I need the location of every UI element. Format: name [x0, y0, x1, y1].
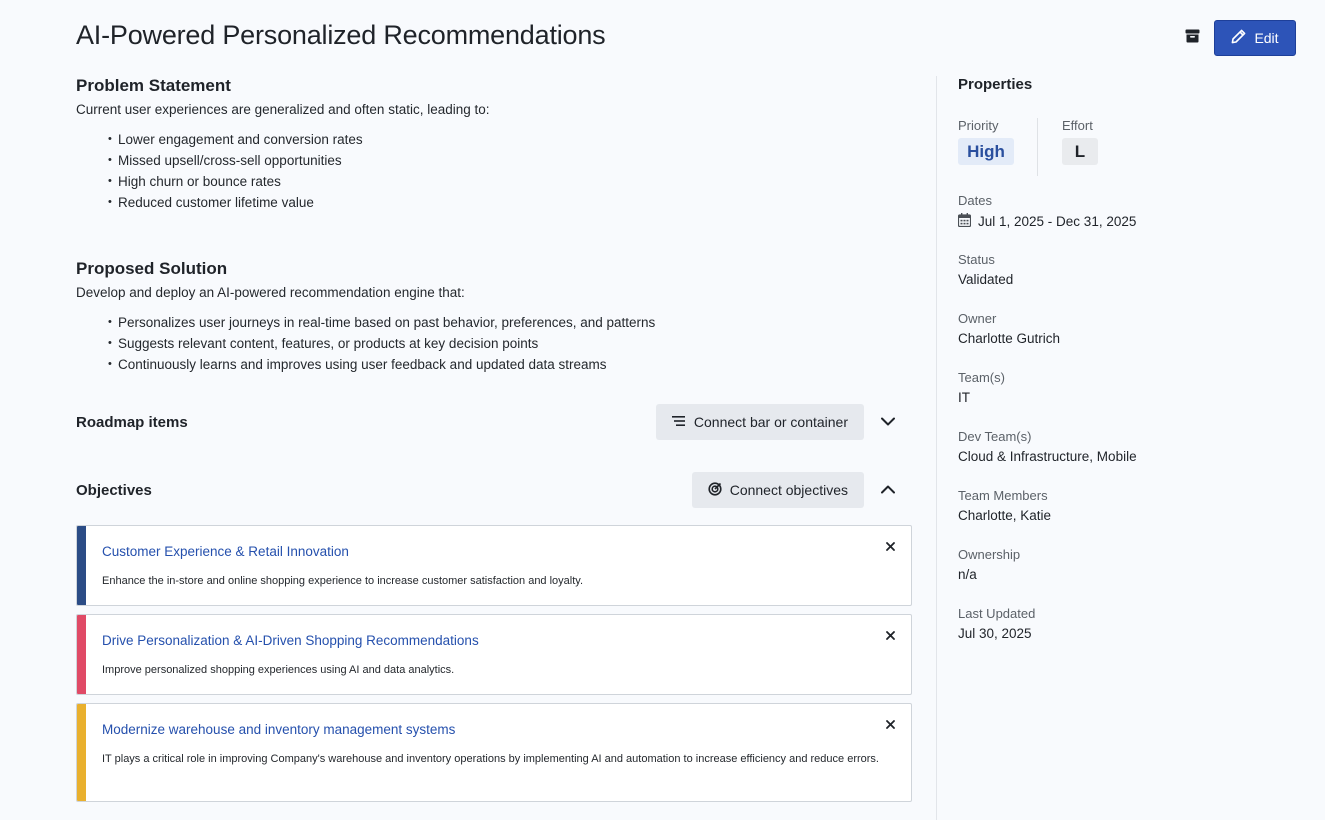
list-item: • Reduced customer lifetime value — [108, 192, 912, 213]
dates-field — [958, 193, 1136, 230]
team-members-value: Charlotte, Katie — [958, 508, 1052, 523]
priority-effort-divider — [1037, 118, 1038, 176]
objective-color-bar — [77, 615, 86, 694]
teams-field — [958, 370, 1005, 405]
list-item: • Lower engagement and conversion rates — [108, 129, 912, 150]
objective-card — [76, 703, 912, 802]
last-updated-field — [958, 606, 1035, 641]
properties-heading: Properties — [958, 76, 1033, 93]
solution-intro: Develop and deploy an AI-powered recommendation engine that: — [76, 285, 465, 300]
objectives-toggle[interactable] — [864, 472, 912, 508]
list-item: • Suggests relevant content, features, or products at key decision points — [108, 333, 912, 354]
teams-label: Team(s) — [958, 370, 1005, 385]
objective-card — [76, 614, 912, 695]
status-field — [958, 252, 1013, 287]
team-members-field — [958, 488, 1051, 523]
last-updated-label: Last Updated — [958, 606, 1036, 621]
edit-button[interactable] — [1214, 20, 1296, 56]
owner-field — [958, 311, 1060, 346]
ownership-label: Ownership — [958, 547, 1021, 562]
priority-badge: High — [958, 138, 1014, 165]
chevron-up-icon — [881, 481, 895, 499]
problem-intro: Current user experiences are generalized and often static, leading to: — [76, 102, 490, 117]
properties-panel — [958, 76, 1298, 641]
page-title: AI-Powered Personalized Recommendations — [76, 20, 606, 50]
last-updated-value: Jul 30, 2025 — [958, 626, 1032, 641]
objective-description: IT plays a critical role in improving Company's warehouse and inventory operations by implementing AI and automation to increase efficiency and reduce errors. — [102, 753, 879, 765]
problem-section — [76, 76, 912, 213]
effort-field — [1062, 118, 1098, 165]
list-item: • High churn or bounce rates — [108, 171, 912, 192]
connect-objectives-button[interactable] — [692, 472, 864, 508]
remove-objective-button[interactable] — [883, 629, 897, 643]
archive-button[interactable] — [1180, 26, 1204, 50]
connect-bar-label: Connect bar or container — [693, 414, 848, 430]
effort-label: Effort — [1062, 118, 1093, 133]
dev-teams-field — [958, 429, 1137, 464]
list-item: • Missed upsell/cross-sell opportunities — [108, 150, 912, 171]
dev-teams-label: Dev Team(s) — [958, 429, 1032, 444]
owner-value: Charlotte Gutrich — [958, 331, 1061, 346]
list-icon — [672, 414, 686, 430]
close-icon — [886, 716, 895, 734]
edit-label: Edit — [1254, 30, 1279, 46]
objective-title-link[interactable]: Drive Personalization & AI-Driven Shopping Recommendations — [102, 633, 479, 648]
priority-label: Priority — [958, 118, 999, 133]
chevron-down-icon — [881, 413, 895, 431]
priority-field — [958, 118, 1014, 165]
dev-teams-value: Cloud & Infrastructure, Mobile — [958, 449, 1137, 464]
close-icon — [886, 538, 895, 556]
roadmap-label: Roadmap items — [76, 413, 188, 431]
owner-label: Owner — [958, 311, 997, 326]
ownership-field — [958, 547, 1020, 582]
solution-section — [76, 259, 912, 375]
ownership-value: n/a — [958, 567, 977, 582]
connect-bar-button[interactable] — [656, 404, 864, 440]
status-label: Status — [958, 252, 995, 267]
solution-list — [108, 312, 912, 375]
list-item: • Continuously learns and improves using user feedback and updated data streams — [108, 354, 912, 375]
objectives-row — [76, 472, 912, 508]
calendar-icon — [958, 213, 971, 230]
objective-color-bar — [77, 526, 86, 605]
status-value: Validated — [958, 272, 1014, 287]
objective-description: Enhance the in-store and online shopping experience to increase customer satisfaction and loyalty. — [102, 575, 584, 587]
team-members-label: Team Members — [958, 488, 1048, 503]
objective-card — [76, 525, 912, 606]
roadmap-toggle[interactable] — [864, 404, 912, 440]
remove-objective-button[interactable] — [883, 540, 897, 554]
objective-description: Improve personalized shopping experiences using AI and data analytics. — [102, 664, 455, 676]
panel-divider — [936, 76, 937, 820]
connect-objectives-label: Connect objectives — [729, 482, 848, 498]
objective-color-bar — [77, 704, 86, 801]
teams-value: IT — [958, 390, 970, 405]
problem-heading: Problem Statement — [76, 76, 231, 95]
main-content — [76, 76, 912, 765]
roadmap-row — [76, 404, 912, 440]
dates-label: Dates — [958, 193, 992, 208]
objectives-label: Objectives — [76, 481, 152, 499]
effort-badge: L — [1062, 138, 1098, 165]
list-item: • Personalizes user journeys in real-time based on past behavior, preferences, and patterns — [108, 312, 912, 333]
objective-title-link[interactable]: Modernize warehouse and inventory management systems — [102, 722, 456, 737]
solution-heading: Proposed Solution — [76, 259, 228, 278]
remove-objective-button[interactable] — [883, 718, 897, 732]
close-icon — [886, 627, 895, 645]
pencil-icon — [1231, 29, 1246, 47]
problem-list — [108, 129, 912, 213]
objective-title-link[interactable]: Customer Experience & Retail Innovation — [102, 544, 349, 559]
dates-value: Jul 1, 2025 - Dec 31, 2025 — [978, 214, 1137, 229]
archive-icon — [1185, 29, 1200, 48]
target-icon — [708, 482, 722, 499]
